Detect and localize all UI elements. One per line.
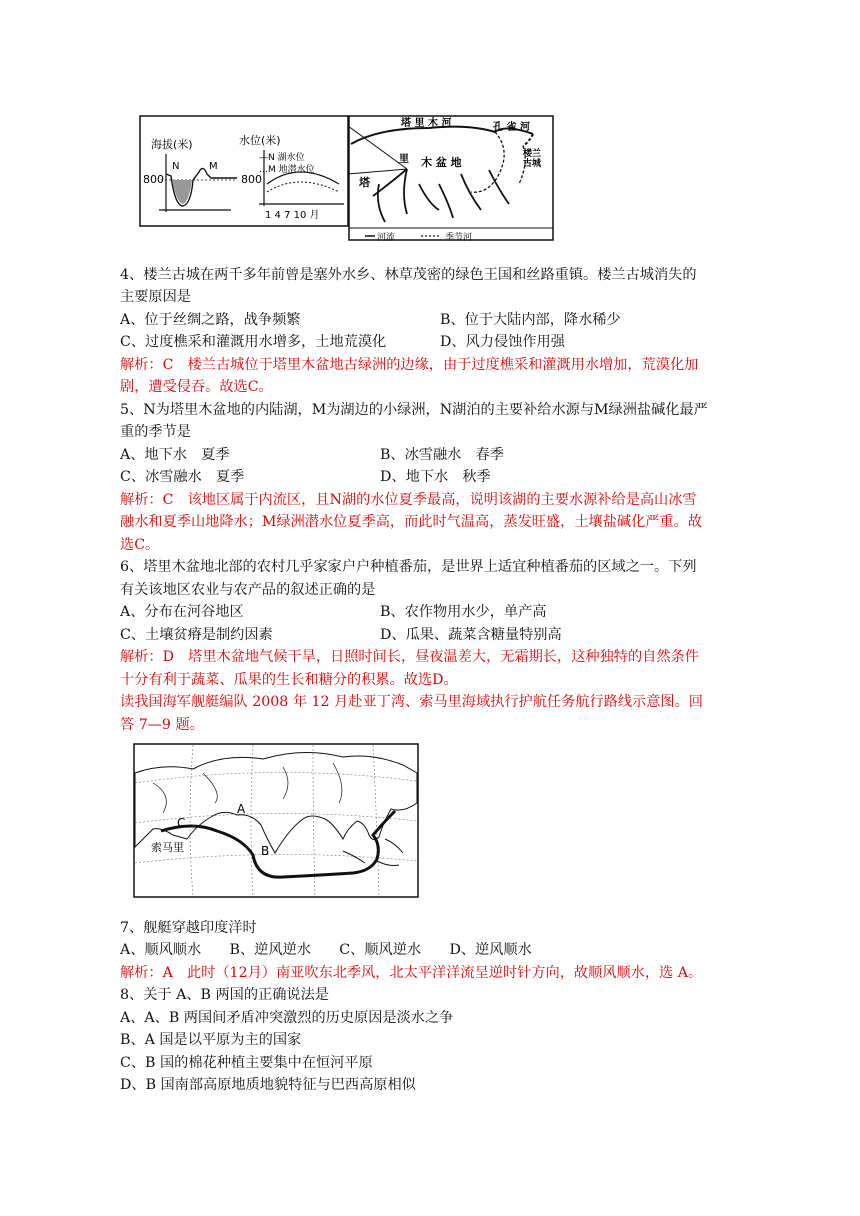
q4-stem-1: 4、楼兰古城在两千多年前曾是塞外水乡、林草茂密的绿色王国和丝路重镇。楼兰古城消失的 (120, 267, 697, 283)
q8-stem: 8、关于 A、B 两国的正确说法是 (120, 987, 329, 1003)
chart1-ylabel: 海拔(米) (151, 138, 193, 151)
map-river1-label: 塔 里 木 河 (401, 118, 452, 129)
q6-option-b: B、农作物用水少，单产高 (380, 604, 547, 620)
q5-stem-1: 5、N为塔里木盆地的内陆湖，M为湖边的小绿洲，N湖泊的主要补给水源与M绿洲盐碱化最严 (120, 402, 708, 418)
map-li-label: 里 (399, 154, 409, 165)
q8-option-b: B、A 国是以平原为主的国家 (120, 1032, 302, 1048)
q5-option-c: C、冰雪融水 夏季 (120, 469, 245, 485)
q4-stem-2: 主要原因是 (120, 289, 191, 305)
chart2-legend2: …M 地潜水位 (259, 165, 315, 175)
q6-option-a: A、分布在河谷地区 (120, 604, 244, 620)
map-ta-label: 塔 (359, 176, 370, 189)
q6-stem-1: 6、塔里木盆地北部的农村几乎家家户户种植番茄，是世界上适宜种植番茄的区域之一。下列 (120, 559, 697, 575)
q5-option-d: D、地下水 秋季 (380, 469, 491, 485)
q4-option-d: D、风力侵蚀作用强 (440, 334, 565, 350)
map-loulan1: 楼兰 (523, 149, 542, 159)
map-loulan2: 古城 (523, 159, 542, 169)
q4-answer-1: 解析：C 楼兰古城位于塔里木盆地古绿洲的边缘，由于过度樵采和灌溉用水增加，荒漠化加 (120, 357, 699, 373)
q4-option-a: A、位于丝绸之路，战争频繁 (120, 312, 301, 328)
q4-option-c: C、过度樵采和灌溉用水增多，土地荒漠化 (120, 334, 387, 350)
map-seasonal-rivers (471, 132, 525, 192)
q5-option-a: A、地下水 夏季 (120, 447, 230, 463)
intro-line-1: 读我国海军舰艇编队 2008 年 12 月赴亚丁湾、索马里海域执行护航任务航行路线示意图。回 (120, 694, 703, 710)
q4-option-b: B、位于大陆内部，降水稀少 (440, 312, 621, 328)
q8-option-d: D、B 国南部高原地质地貌特征与巴西高原相似 (120, 1077, 416, 1093)
map-legend-seasonal: 季节河 (445, 233, 473, 243)
figure-tarim-svg (139, 114, 555, 244)
chart1-m: M (209, 161, 218, 172)
intro-line-2: 答 7—9 题。 (120, 717, 204, 733)
chart2-legend1: —N 湖水位 (259, 153, 305, 163)
q4-answer-2: 剧，遭受侵吞。故选C。 (120, 379, 273, 395)
q7-answer: 解析：A 此时（12月）南亚吹东北季风，北太平洋洋流呈逆时针方向，故顺风顺水，选 A。 (120, 965, 703, 981)
map-river2-label: 孔 雀 河 (493, 122, 530, 133)
chart1-tick: 800 (143, 173, 164, 186)
chart2-ylabel: 水位(米) (239, 134, 281, 147)
q6-answer-1: 解析：D 塔里木盆地气候干旱，日照时间长，昼夜温差大，无霜期长，这种独特的自然条件 (120, 649, 699, 665)
q8-option-a: A、A、B 两国间矛盾冲突激烈的历史原因是淡水之争 (120, 1010, 454, 1026)
q5-answer-2: 融水和夏季山地降水；M绿洲潜水位夏季高，而此时气温高，蒸发旺盛，土壤盐碱化严重。故 (120, 514, 703, 530)
map-label-somali: 索马里 (151, 841, 184, 854)
figure-route-map-svg (133, 743, 419, 898)
map-rivers (373, 169, 509, 222)
q5-stem-2: 重的季节是 (120, 424, 191, 440)
q6-answer-2: 十分有利于蔬菜、瓜果的生长和糖分的积累。故选D。 (120, 672, 458, 688)
q7-options: A、顺风顺水 B、逆风逆水 C、顺风逆水 D、逆风顺水 (120, 942, 532, 958)
q8-option-c: C、B 国的棉花种植主要集中在恒河平原 (120, 1055, 373, 1071)
map-legend-river: 河流 (377, 233, 396, 243)
map-basin-label: 木 盆 地 (421, 156, 462, 169)
figure-tarim (139, 114, 555, 244)
q6-stem-2: 有关该地区农业与农产品的叙述正确的是 (120, 582, 376, 598)
q7-stem: 7、舰艇穿越印度洋时 (120, 920, 257, 936)
q6-option-d: D、瓜果、蔬菜含糖量特别高 (380, 627, 562, 643)
chart2-tick: 800 (241, 173, 262, 186)
q5-answer-1: 解析：C 该地区属于内流区，且N湖的水位夏季最高，说明该湖的主要水源补给是高山冰雪 (120, 492, 697, 508)
q6-option-c: C、土壤贫瘠是制约因素 (120, 627, 273, 643)
figure-route-map (133, 743, 419, 898)
q5-option-b: B、冰雪融水 春季 (380, 447, 504, 463)
map-label-c: C (177, 816, 186, 830)
q5-answer-3: 选C。 (120, 537, 160, 553)
chart2-xticks: 1 4 7 10 月 (265, 210, 320, 221)
map-label-b: B (261, 844, 270, 858)
map-label-a: A (237, 802, 246, 816)
chart1-n: N (172, 161, 180, 172)
chart2-m-line (267, 182, 339, 192)
